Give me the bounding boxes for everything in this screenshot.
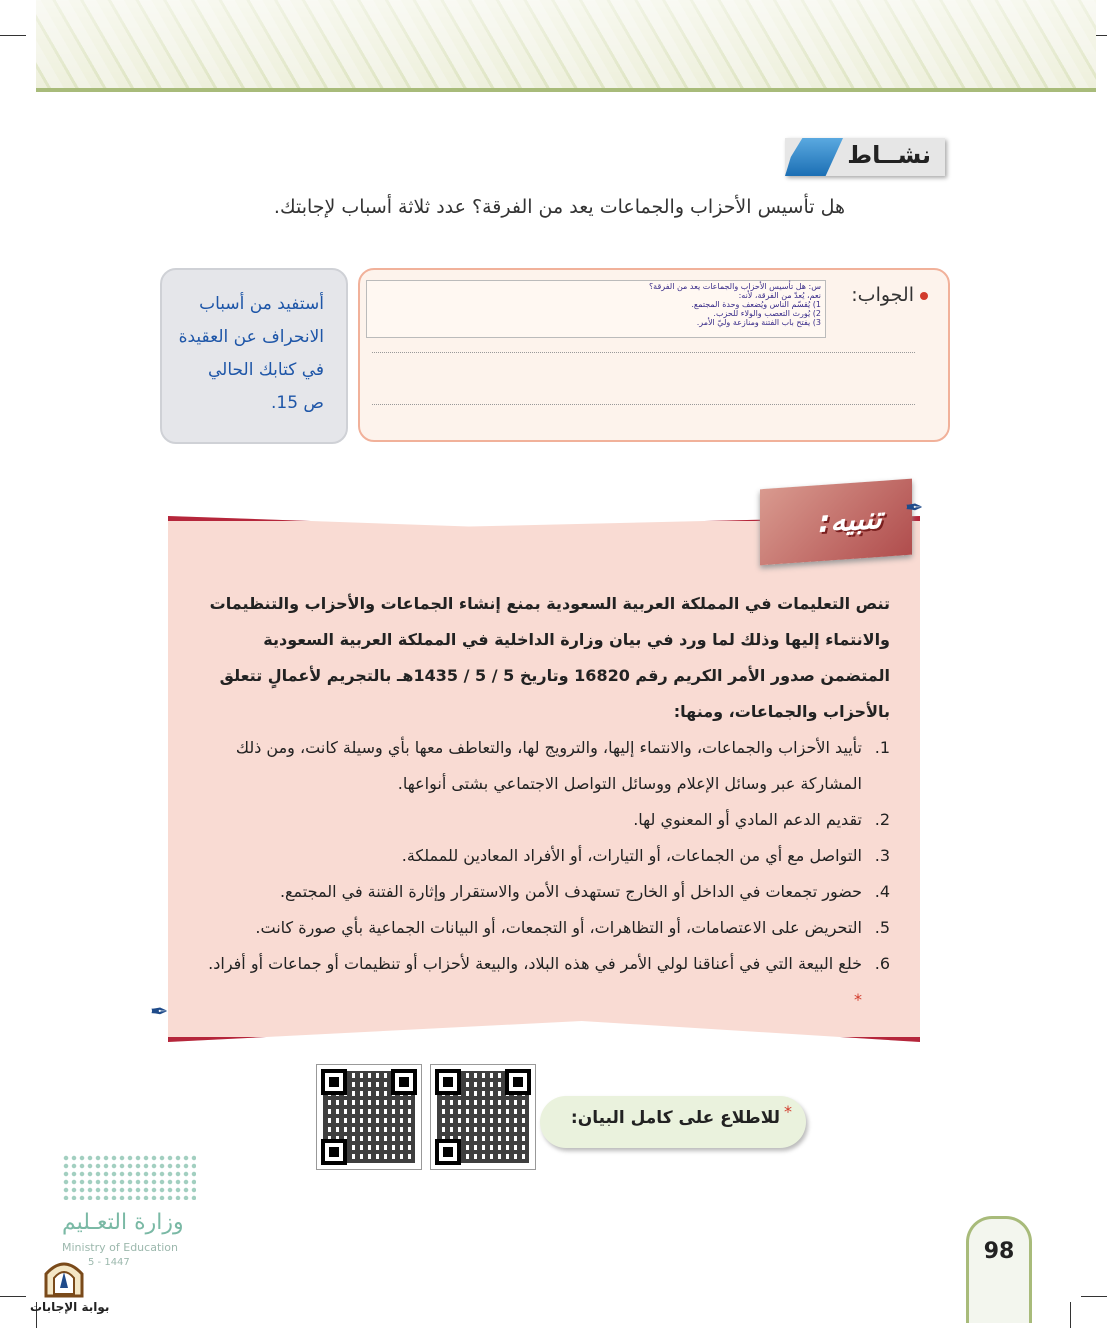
ministry-name-arabic: وزارة التعـليم	[62, 1210, 184, 1235]
answer-label-text: الجواب:	[851, 284, 914, 306]
notice-body	[200, 586, 890, 1018]
ministry-name-english: Ministry of Education	[62, 1241, 179, 1254]
answer-box[interactable]	[358, 268, 950, 442]
notice-item	[200, 874, 890, 910]
hint-line: في كتابك الحالي	[208, 360, 324, 380]
hint-text	[174, 288, 324, 420]
item-text: تقديم الدعم المادي أو المعنوي لها.	[633, 810, 862, 829]
page-number-tab	[966, 1216, 1032, 1323]
item-text: التواصل مع أي من الجماعات، أو التيارات، أو الأفراد المعادين للمملكة.	[401, 846, 862, 865]
crop-mark	[1081, 1296, 1107, 1297]
qr-finder	[391, 1069, 417, 1095]
notice-item	[200, 910, 890, 946]
written-answer-line: نعم، يُعدّ من الفرقة، لأنه:	[738, 291, 821, 300]
hint-line: ص 15.	[270, 393, 324, 413]
activity-heading	[785, 138, 945, 176]
notice-title: تنبيه:	[818, 500, 882, 541]
page-number: 98	[983, 1239, 1015, 1264]
notice-item	[200, 802, 890, 838]
notice-tab	[760, 479, 912, 566]
item-number: 2.	[874, 810, 890, 829]
qr-code[interactable]	[316, 1064, 422, 1170]
activity-arrow-icon	[785, 138, 843, 176]
notice-list	[200, 730, 890, 1018]
hint-line: أستفيد من أسباب	[199, 294, 324, 314]
qr-finder	[321, 1139, 347, 1165]
site-name: بوابة الإجابات	[30, 1300, 110, 1314]
bullet-icon	[920, 292, 928, 300]
qr-finder	[435, 1069, 461, 1095]
crop-mark	[1070, 1302, 1071, 1328]
qr-finder	[321, 1069, 347, 1095]
ministry-years: 5 - 1447	[88, 1257, 130, 1268]
footnote-star: *	[784, 1102, 792, 1121]
answer-line	[372, 352, 915, 353]
notice-item	[200, 730, 890, 802]
item-number: 3.	[874, 846, 890, 865]
item-number: 6.	[874, 954, 890, 973]
qr-finder	[435, 1139, 461, 1165]
item-text: تأييد الأحزاب والجماعات، والانتماء إليها، والترويج لها، والتعاطف معها بأي وسيلة كانت، ومن ذلك المشاركة عبر وسائل الإعلام ووسائل التواصل الاجتماعي بشتى أنواعها.	[235, 738, 862, 793]
crop-mark	[0, 1296, 26, 1297]
ministry-logo-dots	[62, 1154, 196, 1200]
written-answer-line: 2) يُورث التعصب والولاء للحزب.	[713, 309, 821, 318]
item-number: 1.	[874, 738, 890, 757]
notice-intro: تنص التعليمات في المملكة العربية السعودية بمنع إنشاء الجماعات والأحزاب والتنظيمات والانتماء إليها وذلك لما ورد في بيان وزارة الداخلية في المملكة العربية السعودية المتضمن صدور الأمر الكريم رقم 16820 وتاريخ 5 / 5 / 1435هـ بالتجريم لأعمالٍ تتعلق بالأحزاب والجماعات، ومنها:	[209, 594, 890, 721]
statement-link-label	[540, 1096, 806, 1148]
item-text: التحريض على الاعتصامات، أو التظاهرات، أو التجمعات، أو البيانات الجماعية بأي صورة كانت.	[255, 918, 862, 937]
item-number: 4.	[874, 882, 890, 901]
hint-box	[160, 268, 348, 444]
activity-question: هل تأسيس الأحزاب والجماعات يعد من الفرقة؟ عدد ثلاثة أسباب لإجابتك.	[273, 196, 845, 218]
activity-title: نشــاط	[847, 141, 931, 169]
written-answer-line: 1) يُقسّم الناس ويُضعف وحدة المجتمع.	[691, 300, 821, 309]
footnote-star: *	[854, 990, 862, 1009]
answer-line	[372, 404, 915, 405]
pin-icon: ✒	[905, 496, 924, 521]
statement-label: للاطلاع على كامل البيان:	[570, 1108, 780, 1128]
pin-icon: ✒	[150, 1000, 169, 1025]
site-logo-icon	[40, 1256, 88, 1298]
item-text: حضور تجمعات في الداخل أو الخارج تستهدف الأمن والاستقرار وإثارة الفتنة في المجتمع.	[279, 882, 862, 901]
qr-code[interactable]	[430, 1064, 536, 1170]
notice-item	[200, 838, 890, 874]
notice-item	[200, 946, 890, 1018]
written-answer-line: 3) يفتح باب الفتنة ومنازعة وليّ الأمر.	[696, 318, 821, 327]
qr-finder	[505, 1069, 531, 1095]
written-answer	[366, 280, 826, 338]
item-text: خلع البيعة التي في أعناقنا لولي الأمر في هذه البلاد، والبيعة لأحزاب أو تنظيمات أو جماعات أو أفراد.	[208, 954, 862, 973]
written-answer-line: س: هل تأسيس الأحزاب والجماعات يعد من الفرقة؟	[648, 282, 821, 291]
crop-mark	[0, 35, 26, 36]
answer-label	[851, 284, 928, 306]
hint-line: الانحراف عن العقيدة	[178, 327, 324, 347]
banner-fade	[36, 0, 1096, 88]
item-number: 5.	[874, 918, 890, 937]
